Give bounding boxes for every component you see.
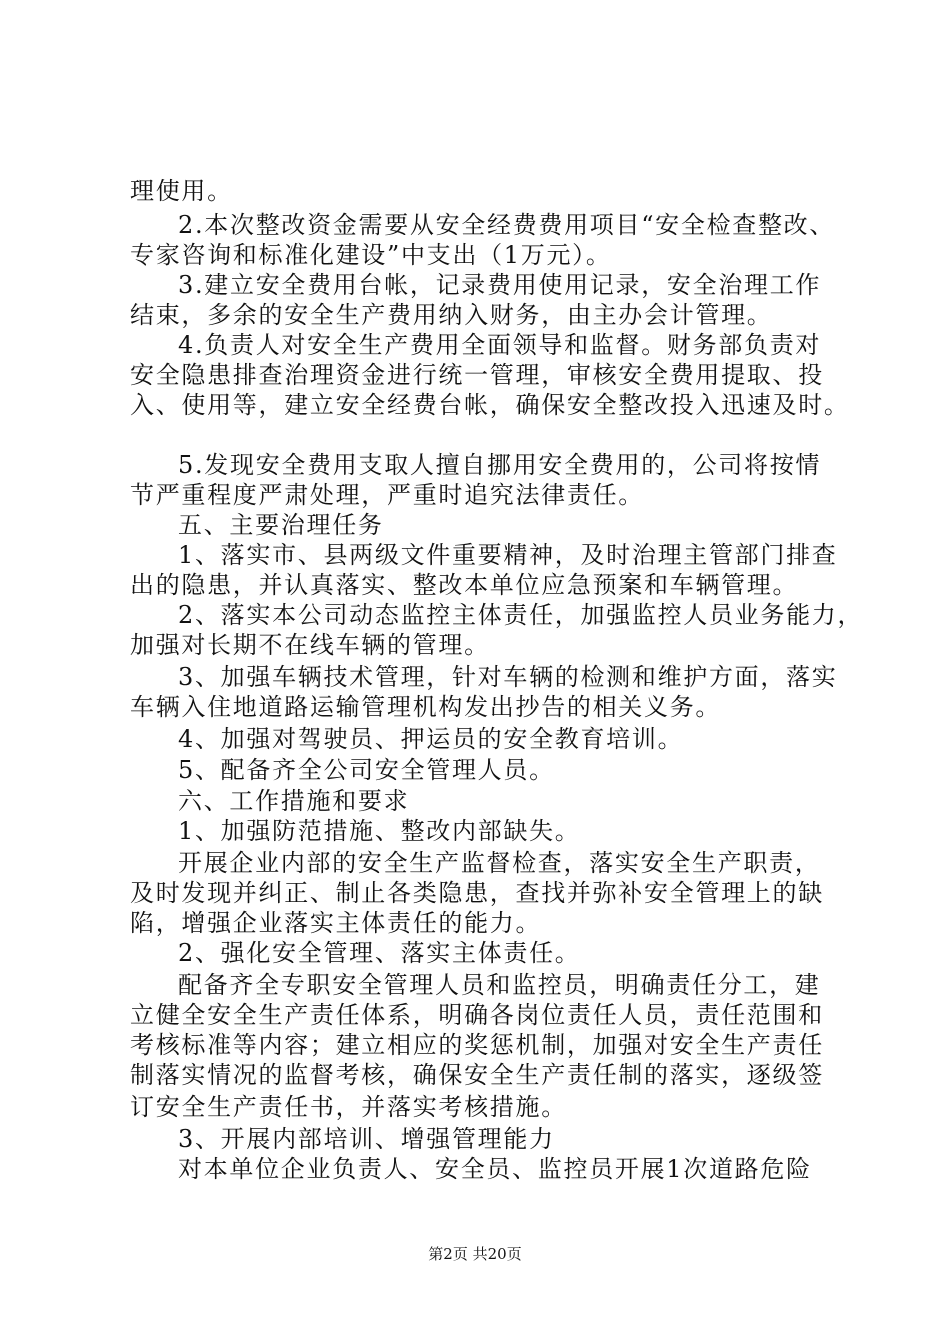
text-line: 理使用。	[130, 177, 233, 205]
text-line: 1、加强防范措施、整改内部缺失。	[178, 817, 581, 845]
text-line: 3、开展内部培训、增强管理能力	[178, 1125, 555, 1153]
section-heading: 六、工作措施和要求	[178, 787, 410, 815]
text-line: 节严重程度严肃处理，严重时追究法律责任。	[130, 481, 644, 509]
text-line: 订安全生产责任书，并落实考核措施。	[130, 1093, 567, 1121]
text-line: 4.负责人对安全生产费用全面领导和监督。财务部负责对	[178, 331, 822, 359]
text-line: 车辆入住地道路运输管理机构发出抄告的相关义务。	[130, 693, 722, 721]
text-line: 2.本次整改资金需要从安全经费费用项目“安全检查整改、	[178, 211, 836, 239]
text-line: 结束，多余的安全生产费用纳入财务，由主办会计管理。	[130, 301, 773, 329]
text-line: 5、配备齐全公司安全管理人员。	[178, 756, 555, 784]
text-line: 专家咨询和标准化建设”中支出（1万元）。	[130, 241, 612, 269]
text-line: 入、使用等，建立安全经费台帐，确保安全整改投入迅速及时。	[130, 391, 850, 419]
text-line: 出的隐患，并认真落实、整改本单位应急预案和车辆管理。	[130, 571, 799, 599]
text-line: 开展企业内部的安全生产监督检查，落实安全生产职责，	[178, 849, 821, 877]
text-line: 3.建立安全费用台帐，记录费用使用记录，安全治理工作	[178, 271, 822, 299]
text-line: 陷，增强企业落实主体责任的能力。	[130, 909, 542, 937]
text-line: 2、强化安全管理、落实主体责任。	[178, 939, 581, 967]
text-line: 1、落实市、县两级文件重要精神，及时治理主管部门排查	[178, 541, 838, 569]
text-line: 制落实情况的监督考核，确保安全生产责任制的落实，逐级签	[130, 1061, 824, 1089]
text-line: 对本单位企业负责人、安全员、监控员开展1次道路危险	[178, 1155, 812, 1183]
text-line: 2、落实本公司动态监控主体责任，加强监控人员业务能力，	[178, 601, 864, 629]
text-line: 立健全安全生产责任体系，明确各岗位责任人员，责任范围和	[130, 1001, 824, 1029]
text-line: 3、加强车辆技术管理，针对车辆的检测和维护方面，落实	[178, 663, 838, 691]
text-line: 加强对长期不在线车辆的管理。	[130, 631, 490, 659]
text-line: 4、加强对驾驶员、押运员的安全教育培训。	[178, 725, 684, 753]
section-heading: 五、主要治理任务	[178, 511, 384, 539]
page-number-footer: 第2页 共20页	[428, 1245, 522, 1263]
text-line: 5.发现安全费用支取人擅自挪用安全费用的，公司将按情	[178, 451, 822, 479]
text-line: 及时发现并纠正、制止各类隐患，查找并弥补安全管理上的缺	[130, 879, 824, 907]
text-line: 配备齐全专职安全管理人员和监控员，明确责任分工，建	[178, 971, 821, 999]
text-line: 考核标准等内容；建立相应的奖惩机制，加强对安全生产责任	[130, 1031, 824, 1059]
text-line: 安全隐患排查治理资金进行统一管理，审核安全费用提取、投	[130, 361, 824, 389]
